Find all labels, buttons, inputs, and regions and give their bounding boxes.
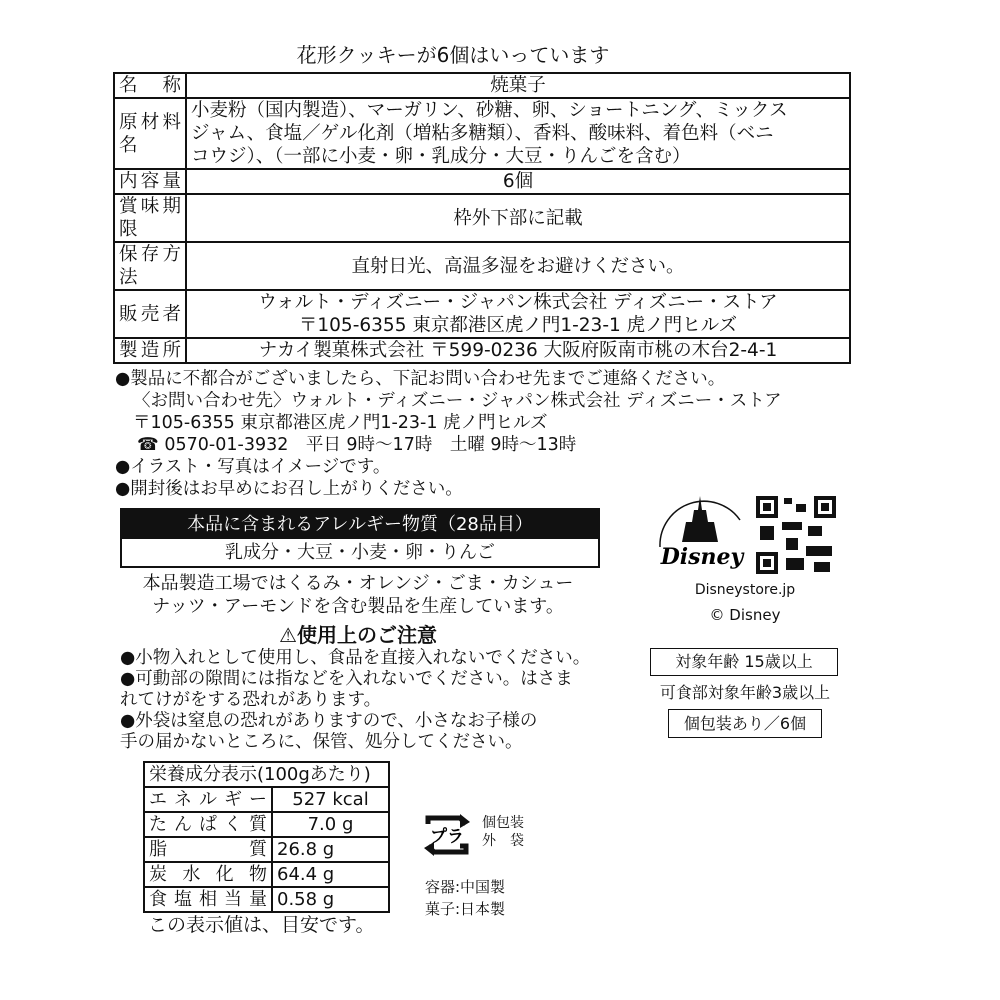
table-row	[114, 242, 850, 290]
table-row	[114, 169, 850, 194]
plastic-recycle-icon	[420, 810, 474, 860]
factory-notice	[120, 572, 596, 618]
seller-line: ウォルト・ディズニー・ジャパン株式会社 ディズニー・ストア	[258, 292, 778, 313]
recycle-targets	[482, 814, 524, 850]
note-line: ●製品に不都合がございましたら、下記お問い合わせ先までご連絡ください。	[115, 369, 726, 389]
row-value: ナカイ製菓株式会社 〒599-0236 大阪府阪南市桃の木台2-4-1	[186, 338, 850, 363]
recycle-target: 外 袋	[482, 833, 524, 849]
phone-icon: ☎	[137, 435, 159, 455]
nutrient-value: 527 kcal	[272, 787, 389, 812]
nutrient-label: 脂質	[144, 837, 272, 862]
product-info-table	[113, 72, 851, 364]
target-age-box: 対象年齢 15歳以上	[650, 648, 838, 676]
label-title: 花形クッキーが6個はいっています	[296, 43, 610, 67]
note-line: 0570-01-3932 平日 9時～17時 土曜 9時～13時	[164, 435, 577, 455]
nutrient-label: たんぱく質	[144, 812, 272, 837]
row-value	[186, 290, 850, 338]
row-label: 販売者	[114, 290, 186, 338]
caution-line: れてけがをする恐れがあります。	[120, 690, 382, 710]
table-row	[144, 787, 389, 812]
table-row	[114, 338, 850, 363]
nutrient-value: 7.0 g	[272, 812, 389, 837]
note-line: 〈お問い合わせ先〉ウォルト・ディズニー・ジャパン株式会社 ディズニー・ストア	[133, 391, 782, 411]
nutrient-value: 64.4 g	[272, 862, 389, 887]
nutrient-value: 26.8 g	[272, 837, 389, 862]
row-value: 枠外下部に記載	[186, 194, 850, 242]
table-row	[114, 73, 850, 98]
svg-text:プラ: プラ	[430, 827, 464, 847]
row-value	[186, 98, 850, 169]
nutrition-footnote: この表示値は、目安です。	[148, 914, 375, 936]
table-row	[144, 837, 389, 862]
recycle-target: 個包装	[482, 815, 524, 831]
row-label: 製造所	[114, 338, 186, 363]
ingredient-line: 小麦粉（国内製造）、マーガリン、砂糖、卵、ショートニング、ミックス	[191, 100, 788, 121]
nutrient-label: 炭水化物	[144, 862, 272, 887]
caution-line: ●小物入れとして使用し、食品を直接入れないでください。	[120, 648, 591, 668]
row-value: 6個	[186, 169, 850, 194]
disney-logo	[652, 492, 752, 577]
row-label: 内容量	[114, 169, 186, 194]
factory-line: 本品製造工場ではくるみ・オレンジ・ごま・カシュー	[142, 573, 574, 594]
row-label: 賞味期限	[114, 194, 186, 242]
allergy-items: 乳成分・大豆・小麦・卵・りんご	[225, 542, 495, 563]
caution-line: ●可動部の隙間には指などを入れないでください。はさま	[120, 669, 573, 689]
ingredient-line: コウジ）、（一部に小麦・卵・乳成分・大豆・りんごを含む）	[191, 146, 691, 167]
packaging-box: 個包装あり／6個	[668, 709, 822, 738]
note-line: ●開封後はお早めにお召し上がりください。	[115, 479, 463, 499]
table-row	[144, 862, 389, 887]
nutrition-table	[143, 761, 390, 913]
table-row	[144, 812, 389, 837]
caution-heading: ⚠使用上のご注意	[279, 623, 437, 647]
origin-line: 菓子:日本製	[425, 900, 506, 918]
notes	[115, 368, 853, 500]
qr-code[interactable]	[756, 496, 836, 574]
origin-line: 容器:中国製	[425, 878, 506, 896]
allergy-header: 本品に含まれるアレルギー物質（28品目）	[122, 510, 598, 539]
nutrient-value: 0.58 g	[272, 887, 389, 912]
row-value: 直射日光、高温多湿をお避けください。	[186, 242, 850, 290]
row-label: 名 称	[114, 73, 186, 98]
factory-line: ナッツ・アーモンドを含む製品を生産しています。	[152, 596, 564, 617]
edible-age: 可食部対象年齢3歳以上	[659, 683, 831, 702]
row-label: 保存方法	[114, 242, 186, 290]
row-label: 原材料名	[114, 98, 186, 169]
note-line: 〒105-6355 東京都港区虎ノ門1-23-1 虎ノ門ヒルズ	[133, 413, 548, 433]
copyright: © Disney	[709, 606, 781, 624]
nutrition-header: 栄養成分表示(100gあたり)	[144, 762, 389, 787]
ingredient-line: ジャム、食塩／ゲル化剤（増粘多糖類）、香料、酸味料、着色料（ベニ	[191, 123, 774, 144]
nutrient-label: エネルギー	[144, 787, 272, 812]
caution-line: 手の届かないところに、保管、処分してください。	[120, 732, 523, 752]
allergy-box	[120, 508, 600, 568]
table-row	[114, 290, 850, 338]
row-value: 焼菓子	[186, 73, 850, 98]
seller-line: 〒105-6355 東京都港区虎ノ門1-23-1 虎ノ門ヒルズ	[298, 315, 738, 336]
label-main-column	[113, 42, 853, 937]
nutrient-label: 食塩相当量	[144, 887, 272, 912]
caution-line: ●外袋は窒息の恐れがありますので、小さなお子様の	[120, 711, 538, 731]
table-row	[144, 887, 389, 912]
table-row	[114, 98, 850, 169]
table-row	[114, 194, 850, 242]
note-line: ●イラスト・写真はイメージです。	[115, 457, 391, 477]
svg-text:Disney: Disney	[660, 544, 744, 570]
website-link[interactable]: Disneystore.jp	[694, 582, 796, 598]
origin-info	[425, 876, 505, 920]
